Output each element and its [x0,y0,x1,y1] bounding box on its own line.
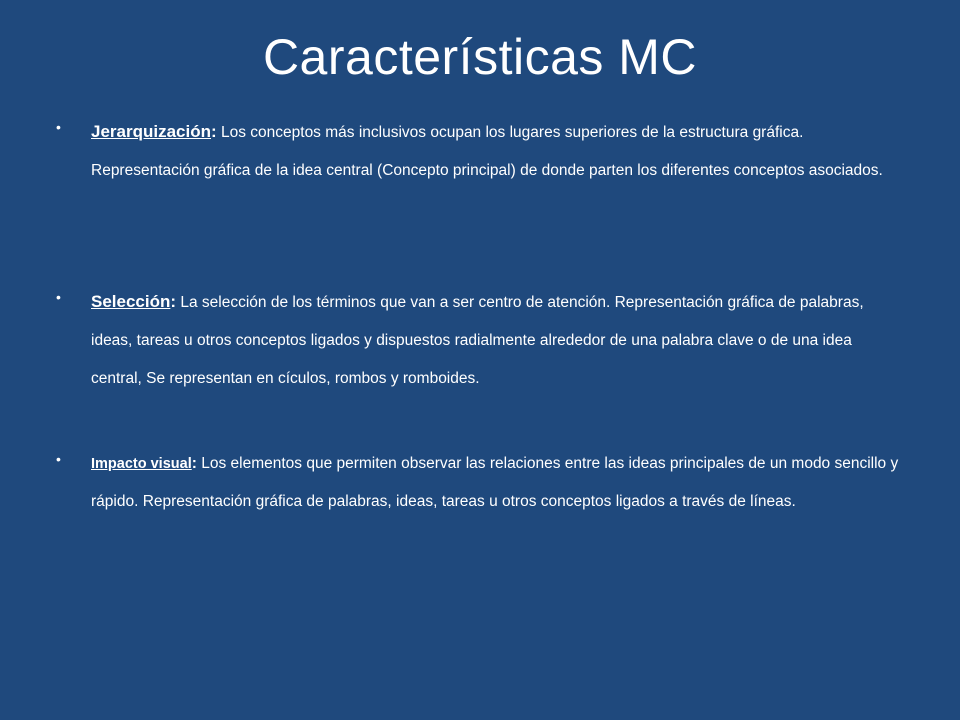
bullet-separator: : [211,122,217,141]
bullet-separator: : [170,292,177,311]
bullet-description: La selección de los términos que van a ser centro de atención. Representación gráfica de palabras, ideas, tareas u otros conceptos ligados y dispuestos radialmente alrededor de una palabra clave o de una idea central, Se representan en cículos, rombos y romboides. [91,294,864,387]
slide-title: Características MC [262,29,698,85]
bullet-term: Selección [91,292,171,311]
bullet-icon: • [56,289,61,305]
bullet-term: Impacto visual [91,456,192,472]
bullet-separator: : [191,455,197,472]
bullet-term: Jerarquización [91,122,211,141]
bullet-text [91,113,906,190]
bullet-icon: • [56,451,61,467]
bullet-text [91,283,906,398]
bullet-description: Los conceptos más inclusivos ocupan los lugares superiores de la estructura gráfica. Representación gráfica de la idea central (Concepto principal) de donde parten los diferentes conceptos asociados. [91,124,883,179]
bullet-text [91,445,906,521]
bullet-description: Los elementos que permiten observar las relaciones entre las ideas principales de un modo sencillo y rápido. Representación gráfica de palabras, ideas, tareas u otros conceptos ligados a través de líneas. [91,455,899,510]
bullet-icon: • [56,119,61,135]
